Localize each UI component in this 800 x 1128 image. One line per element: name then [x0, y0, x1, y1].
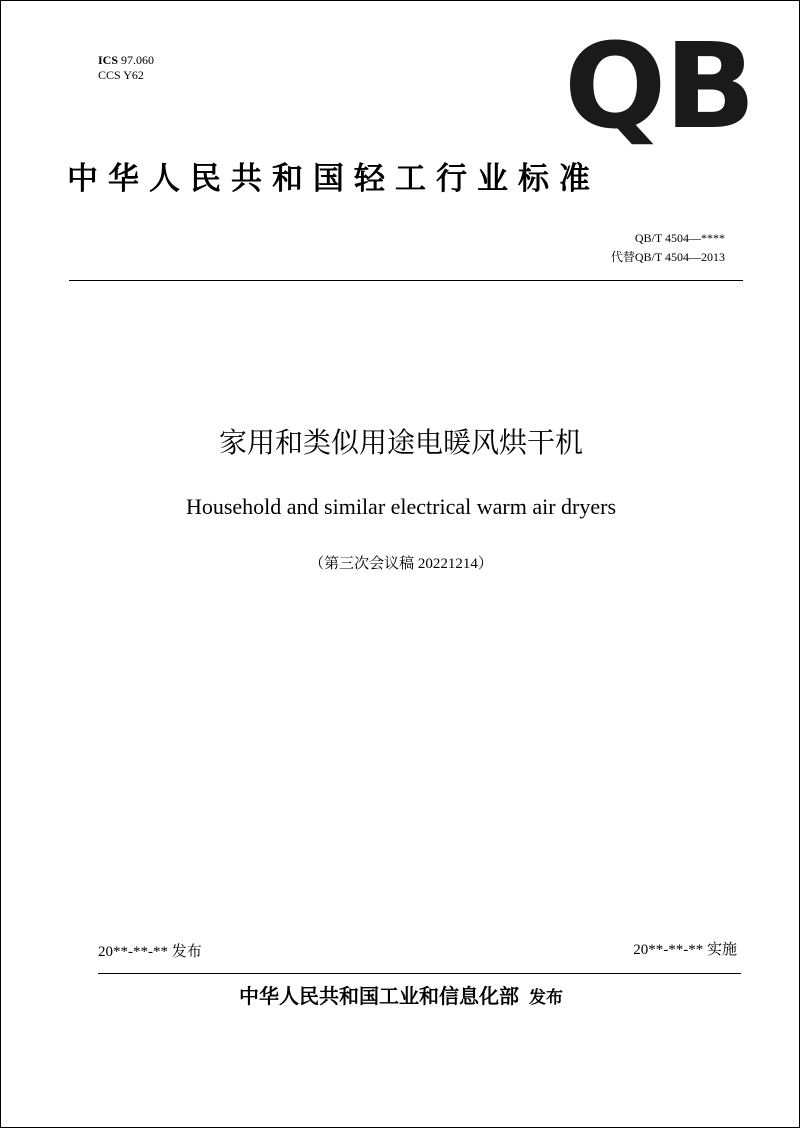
ics-code: [98, 53, 154, 68]
ics-label: ICS: [98, 53, 119, 67]
draft-note: （第三次会议稿 20221214）: [309, 556, 493, 572]
top-divider: [69, 280, 743, 281]
ics-value: 97.060: [121, 53, 155, 67]
replaces-standard: 代替QB/T 4504—2013: [610, 250, 725, 264]
standard-category-title: 中华人民共和国轻工行业标准: [67, 161, 600, 197]
issuer-suffix: 发布: [529, 988, 563, 1008]
issue-date: 20**-**-** 发布: [98, 944, 202, 960]
issuing-authority: [1, 982, 800, 1012]
standard-number: QB/T 4504—****: [634, 231, 725, 245]
document-title-english: Household and similar electrical warm air dryers: [185, 494, 617, 519]
issuer-name: 中华人民共和国工业和信息化部: [239, 984, 519, 1008]
bottom-divider: [98, 973, 741, 974]
document-title-chinese: 家用和类似用途电暖风烘干机: [218, 426, 583, 459]
ccs-code: CCS Y62: [98, 68, 144, 82]
qb-logo: QB: [564, 17, 754, 155]
implementation-date: 20**-**-** 实施: [633, 942, 737, 958]
classification-codes: [98, 53, 154, 83]
standard-numbers: [611, 229, 725, 267]
